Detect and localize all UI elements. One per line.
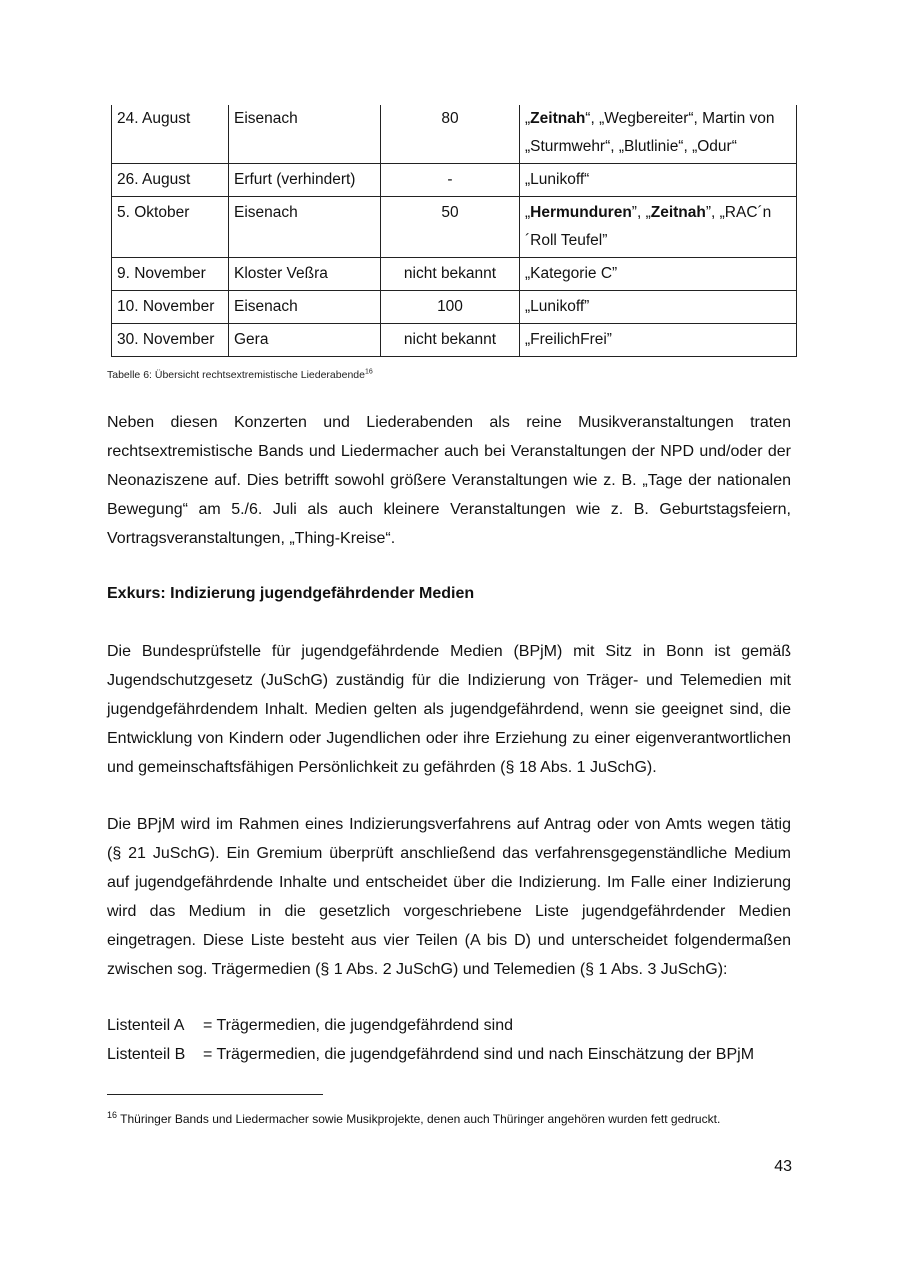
cell-place: Eisenach [229,105,381,164]
band-text: „Lunikoff“ [525,171,590,188]
table-caption-text: Tabelle 6: Übersicht rechtsextremistische Liederabende [107,369,365,381]
table-row [112,105,797,164]
cell-date: 24. August [112,105,229,164]
cell-bands [520,291,797,324]
cell-attendance: nicht bekannt [381,324,520,357]
cell-place: Erfurt (verhindert) [229,164,381,197]
table-caption [107,369,373,381]
band-name-bold: Zeitnah [530,110,586,127]
list-item [107,1011,797,1040]
paragraph-3: Die BPjM wird im Rahmen eines Indizierungsverfahrens auf Antrag oder von Amts wegen tätig (§ 21 JuSchG). Ein Gremium überprüft anschließend das verfahrensgegenständliche Medium auf jugendgefährdende Inhalte und entscheidet über die Indizierung. Im Falle einer Indizierung wird das Medium in die gesetzlich vorgeschriebene Liste jugendgefährdender Medien eingetragen. Diese Liste besteht aus vier Teilen (A bis D) und unterscheidet folgendermaßen zwischen sog. Trägermedien (§ 1 Abs. 2 JuSchG) und Telemedien (§ 1 Abs. 3 JuSchG): [107,816,791,978]
band-text: „ [525,204,531,221]
list-item-key: Listenteil A [107,1017,185,1034]
paragraph-2: Die Bundesprüfstelle für jugendgefährdende Medien (BPjM) mit Sitz in Bonn ist gemäß Jugendschutzgesetz (JuSchG) zuständig für die Indizierung von Träger- und Telemedien mit jugendgefährdendem Inhalt. Medien gelten als jugendgefährdend, wenn sie geeignet sind, die Entwicklung von Kindern oder Jugendlichen oder ihre Erziehung zu einer eigenverantwortlichen und gemeinschaftsfähigen Persönlichkeit zu gefährden (§ 18 Abs. 1 JuSchG). [107,643,791,776]
cell-attendance: 80 [381,105,520,164]
band-name-bold: Hermunduren [530,204,632,221]
band-text: „Lunikoff” [525,298,590,315]
band-text: „FreilichFrei” [525,331,612,348]
cell-date: 26. August [112,164,229,197]
list-item-value: = Trägermedien, die jugendgefährdend sind [203,1017,513,1034]
cell-date: 10. November [112,291,229,324]
cell-place: Eisenach [229,291,381,324]
band-text: ”, „RAC´n´Roll Teufel” [525,204,772,249]
concert-table [111,105,797,357]
band-text: „ [525,110,531,127]
cell-attendance: - [381,164,520,197]
footnote [107,1112,720,1126]
table-row [112,197,797,258]
cell-place: Kloster Veßra [229,258,381,291]
list-parts [107,1011,797,1069]
footnote-number: 16 [107,1110,118,1120]
footnote-text: Thüringer Bands und Liedermacher sowie Musikprojekte, denen auch Thüringer angehören wurden fett gedruckt. [120,1112,721,1126]
cell-date: 5. Oktober [112,197,229,258]
list-item-value: = Trägermedien, die jugendgefährdend sind und nach Einschätzung der BPjM [203,1046,755,1063]
page-number: 43 [774,1158,792,1175]
band-text: “, „Wegbereiter“, Martin von „Sturmwehr“, „Blutlinie“, „Odur“ [525,110,775,155]
section-heading: Exkurs: Indizierung jugendgefährdender Medien [107,585,475,602]
concert-table-body [112,105,797,357]
cell-bands [520,105,797,164]
band-text: ”, „ [631,204,651,221]
cell-date: 9. November [112,258,229,291]
footnote-divider [107,1094,323,1095]
cell-attendance: nicht bekannt [381,258,520,291]
band-name-bold: Zeitnah [650,204,706,221]
band-text: „Kategorie C” [525,265,618,282]
cell-attendance: 100 [381,291,520,324]
cell-place: Eisenach [229,197,381,258]
table-row [112,164,797,197]
cell-bands [520,324,797,357]
cell-date: 30. November [112,324,229,357]
cell-place: Gera [229,324,381,357]
cell-bands [520,164,797,197]
cell-bands [520,197,797,258]
list-item [107,1040,797,1069]
cell-bands [520,258,797,291]
cell-attendance: 50 [381,197,520,258]
table-row [112,258,797,291]
caption-footnote-ref: 16 [364,368,373,376]
list-item-key: Listenteil B [107,1046,186,1063]
table-row [112,324,797,357]
paragraph-1: Neben diesen Konzerten und Liederabenden als reine Musikveranstaltungen traten rechtsextremistische Bands und Liedermacher auch bei Veranstaltungen der NPD und/oder der Neonaziszene auf. Dies betrifft sowohl größere Veranstaltungen wie z. B. „Tage der nationalen Bewegung“ am 5./6. Juli als auch kleinere Veranstaltungen wie z. B. Geburtstagsfeiern, Vortragsveranstaltungen, „Thing-Kreise“. [107,414,791,547]
table-row [112,291,797,324]
